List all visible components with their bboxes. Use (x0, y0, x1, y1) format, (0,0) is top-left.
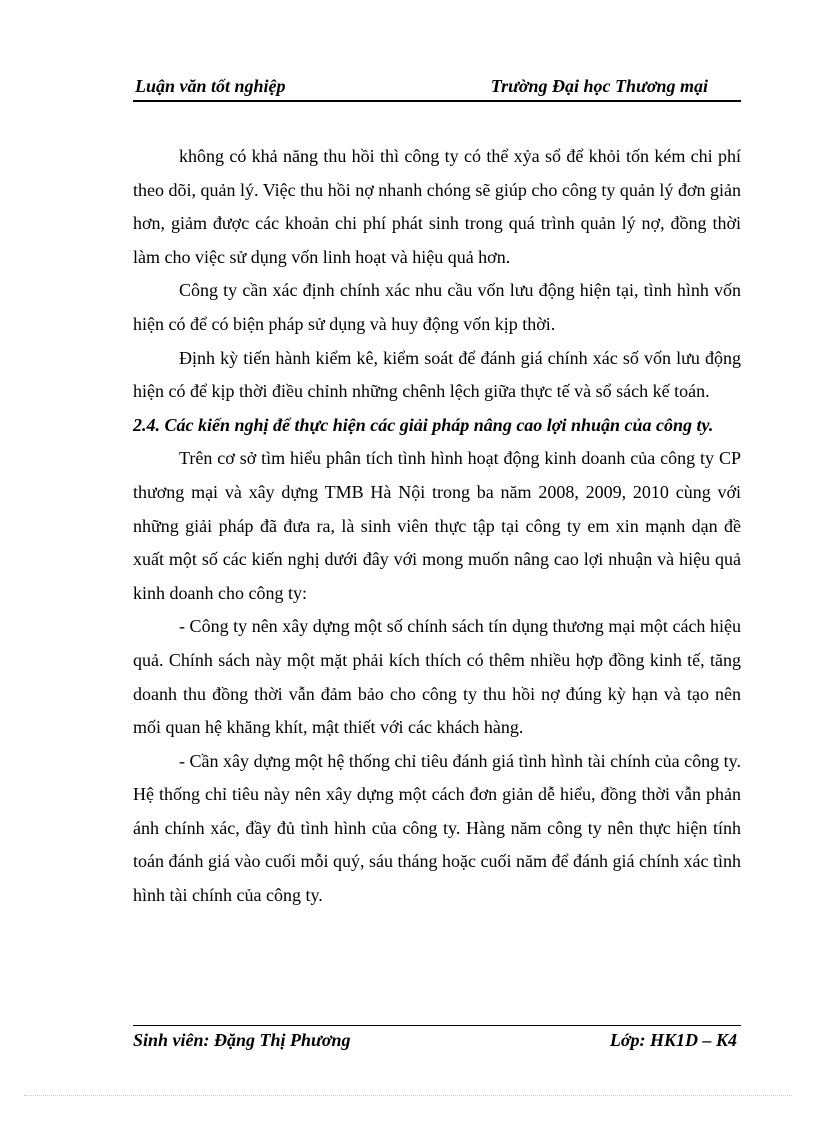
paragraph-working-capital-needs: Công ty cần xác định chính xác nhu cầu vốn lưu động hiện tại, tình hình vốn hiện có để có biện pháp sử dụng và huy động vốn kịp thời. (133, 280, 741, 334)
footer-class-code: Lớp: HK1D – K4 (609, 1030, 737, 1050)
paragraph-financial-indicators: - Cần xây dựng một hệ thống chỉ tiêu đánh giá tình hình tài chính của công ty. Hệ thống chỉ tiêu này nên xây dựng một cách đơn giản dễ hiểu, đồng thời vẫn phản ánh chính xác, đầy đủ tình hình của công ty. Hàng năm công ty nên thực hiện tính toán đánh giá vào cuối mỗi quý, sáu tháng hoặc cuối năm để đánh giá chính xác tình hình tài chính của công ty. (133, 750, 741, 906)
section-heading: 2.4. Các kiến nghị để thực hiện các giải pháp nâng cao lợi nhuận của công ty. (133, 414, 714, 435)
header-university-name: Trường Đại học Thương mại (490, 76, 708, 96)
page-edge-divider (24, 1095, 792, 1096)
page-footer (133, 1025, 741, 1058)
paragraph-periodic-inventory: Định kỳ tiến hành kiểm kê, kiểm soát để đánh giá chính xác số vốn lưu động hiện có để kịp thời điều chỉnh những chênh lệch giữa thực tế và sổ sách kế toán. (133, 347, 741, 402)
footer-student-name: Sinh viên: Đặng Thị Phương (133, 1030, 351, 1050)
paragraph-recommendations-intro: Trên cơ sở tìm hiểu phân tích tình hình hoạt động kinh doanh của công ty CP thương mại và xây dựng TMB Hà Nội trong ba năm 2008, 2009, 2010 cùng với những giải pháp đã đưa ra, là sinh viên thực tập tại công ty em xin mạnh dạn đề xuất một số các kiến nghị dưới đây với mong muốn nâng cao lợi nhuận và hiệu quả kinh doanh cho công ty: (133, 448, 741, 603)
document-body (133, 140, 741, 913)
paragraph-credit-policy: - Công ty nên xây dựng một số chính sách tín dụng thương mại một cách hiệu quả. Chính sách này một mặt phải kích thích có thêm nhiều hợp đồng kinh tế, tăng doanh thu đồng thời vẫn đảm bảo cho công ty thu hồi nợ đúng kỳ hạn và tạo nên mối quan hệ khăng khít, mật thiết với các khách hàng. (133, 616, 741, 738)
header-thesis-label: Luận văn tốt nghiệp (135, 76, 286, 96)
page-header (133, 74, 741, 102)
paragraph-debt-collection: không có khả năng thu hồi thì công ty có thể xỷa sổ để khỏi tốn kém chi phí theo dõi, quản lý. Việc thu hồi nợ nhanh chóng sẽ giúp cho công ty quản lý đơn giản hơn, giảm được các khoản chi phí phát sinh trong quá trình quản lý nợ, đồng thời làm cho việc sử dụng vốn linh hoạt và hiệu quả hơn. (133, 146, 741, 267)
